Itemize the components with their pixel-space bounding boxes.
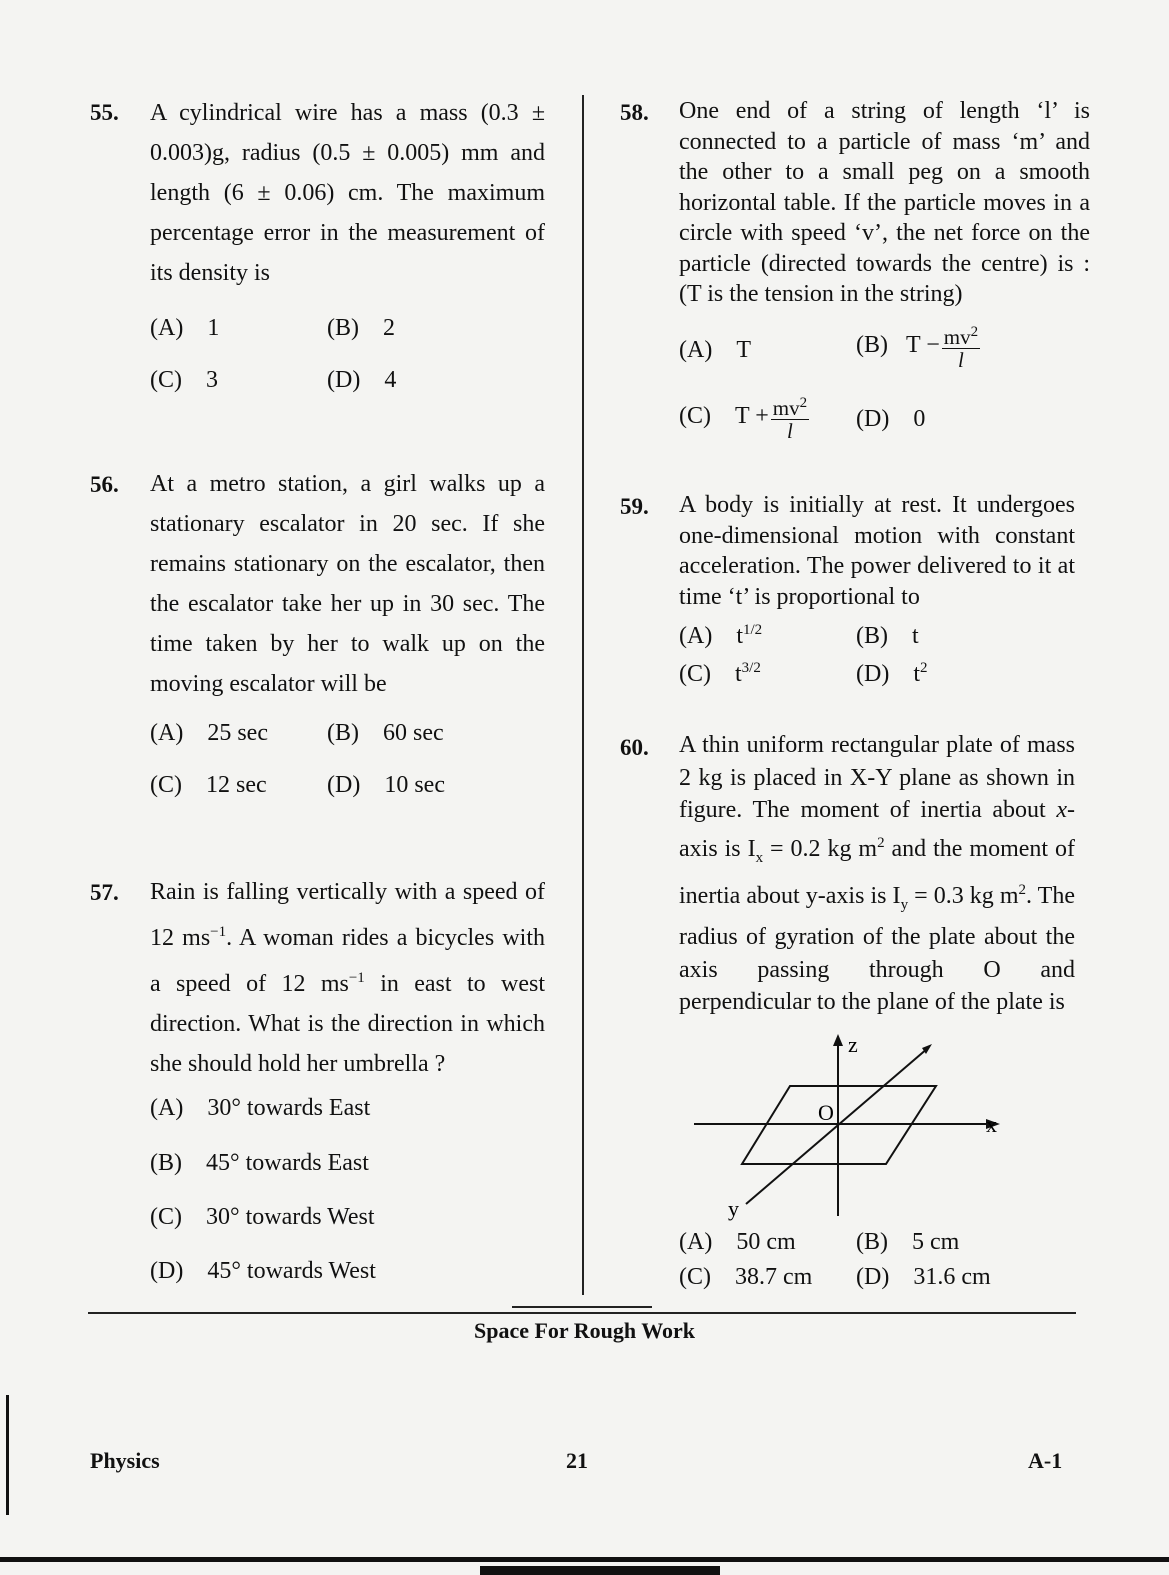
question-text: One end of a string of length ‘l’ is connected to a particle of mass ‘m’ and the other to a small peg on a smooth horizontal table. If the particle moves in a circle with speed ‘v’, the net force on the particle (directed towards the centre) is : (T is the tension in the string) — [679, 98, 1090, 307]
question-number: 60. — [620, 735, 649, 760]
option-a: (A) 1 — [150, 315, 220, 341]
option-b: (B) T − $\frac{mv^2}{l}$ — [856, 321, 980, 371]
option-a: (A) 25 sec — [150, 720, 268, 746]
bottom-rule — [0, 1557, 1169, 1562]
option-c: (C) 12 sec — [150, 772, 267, 798]
option-b: (B) 45° towards East — [150, 1150, 369, 1176]
option-b: (B) 60 sec — [327, 720, 444, 746]
x-label: x — [986, 1112, 997, 1137]
z-arrow-icon — [833, 1034, 843, 1046]
rough-work-heading: Space For Rough Work — [473, 1318, 696, 1343]
option-c: (C) 30° towards West — [150, 1204, 375, 1230]
option-c: (C) T + $\frac{mv^2}{l}$ — [679, 392, 809, 442]
divider — [88, 1312, 1076, 1314]
column-divider — [582, 95, 584, 1295]
option-a: (A) $t^{1/2}$ — [679, 622, 763, 649]
option-a: (A) 30° towards East — [150, 1095, 371, 1121]
plate-axes-figure — [690, 1028, 1010, 1228]
question-text: Rain is falling vertically with a speed of 12 $ms^{-1}$. A woman rides a bicycles with a speed of 12 $ms^{-1}$ in east to west direction. What is the direction in which she should hold her umbrella ? — [150, 879, 545, 1077]
origin-label: O — [818, 1100, 834, 1125]
paper-code: A-1 — [1028, 1448, 1063, 1473]
z-label: z — [848, 1032, 858, 1057]
option-d: (D) 31.6 cm — [856, 1264, 991, 1290]
question-number: 57. — [90, 880, 119, 905]
question-text: A body is initially at rest. It undergoes one-dimensional motion with constant acceleration. The power delivered to it at time ‘t’ is proportional to — [679, 492, 1075, 610]
question-number: 55. — [90, 100, 119, 125]
option-d: (D) 4 — [327, 367, 397, 393]
fraction: $\frac{mv^2}{l}$ — [942, 321, 980, 371]
option-a: (A) T — [679, 337, 751, 363]
option-a: (A) 50 cm — [679, 1229, 796, 1255]
option-c: (C) 38.7 cm — [679, 1264, 813, 1290]
option-b: (B) 5 cm — [856, 1229, 960, 1255]
fraction: $\frac{mv^2}{l}$ — [771, 392, 809, 442]
scan-edge — [6, 1395, 9, 1515]
question-text: At a metro station, a girl walks up a stationary escalator in 20 sec. If she remains stationary on the escalator, then the escalator take her up in 30 sec. The time taken by her to walk up on the moving escalator will be — [150, 471, 545, 697]
option-c: (C) 3 — [150, 367, 218, 393]
bottom-rule-thick — [480, 1566, 720, 1575]
question-text: A thin uniform rectangular plate of mass 2 kg is placed in X-Y plane as shown in figure. The moment of inertia about x-axis is $I_x = 0.2$ kg $m^2$ and the moment of inertia about y-axis is $I_y = 0.3$ kg $m^2$. The radius of gyration of the plate about the axis passing through O and perpendicular to the plane of the plate is — [679, 732, 1075, 1016]
option-d: (D) 45° towards West — [150, 1258, 376, 1284]
y-label: y — [728, 1196, 739, 1221]
question-number: 59. — [620, 494, 649, 519]
footer-subject: Physics — [90, 1448, 160, 1473]
option-d: (D) $t^2$ — [856, 660, 928, 687]
question-number: 58. — [620, 100, 649, 125]
option-d: (D) 10 sec — [327, 772, 445, 798]
option-b: (B) 2 — [327, 315, 395, 341]
option-b: (B) t — [856, 623, 919, 649]
divider-short — [512, 1306, 652, 1308]
page-number: 21 — [566, 1448, 588, 1473]
option-d: (D) 0 — [856, 406, 926, 432]
question-text: A cylindrical wire has a mass (0.3 ± 0.003)g, radius (0.5 ± 0.005) mm and length (6 ± 0.06) cm. The maximum percentage error in the measurement of its density is — [150, 100, 545, 286]
option-c: (C) $t^{3/2}$ — [679, 660, 761, 687]
question-number: 56. — [90, 472, 119, 497]
